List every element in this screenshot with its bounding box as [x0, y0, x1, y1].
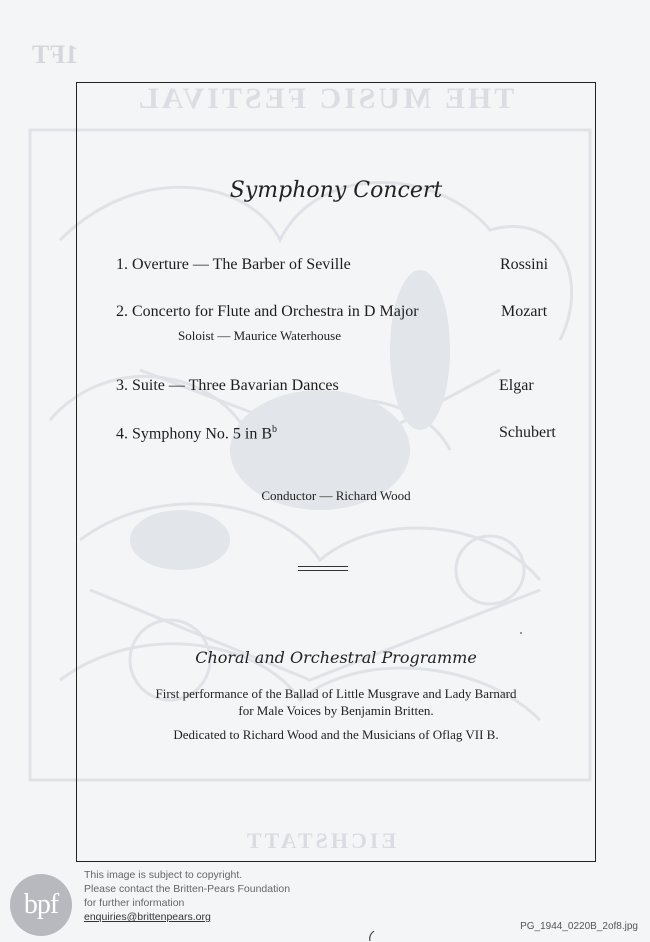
programme-item-4-text: 4. Symphony No. 5 in B [116, 425, 273, 443]
copyright-line-3: for further information [84, 897, 185, 909]
conductor-line: Conductor — Richard Wood [261, 488, 411, 503]
contact-email-link[interactable]: enquiries@brittenpears.org [84, 911, 211, 923]
show-through-footer: EICHSTATT [243, 828, 397, 853]
choral-line-1: First performance of the Ballad of Little Musgrave and Lady Barnard [155, 686, 517, 701]
composer-1: Rossini [500, 256, 549, 273]
composer-2: Mozart [501, 303, 548, 320]
paper-speck [520, 632, 522, 634]
copyright-line-1: This image is subject to copyright. [84, 869, 243, 881]
copyright-line-2: Please contact the Britten-Pears Foundation [84, 883, 291, 895]
programme-item-1: 1. Overture — The Barber of Seville [116, 256, 351, 273]
pencil-mark [367, 930, 377, 942]
choral-title: Choral and Orchestral Programme [195, 648, 477, 667]
divider-rule-bottom [298, 570, 348, 571]
divider-rule-top [298, 566, 348, 567]
flat-symbol: b [272, 424, 278, 435]
composer-3: Elgar [499, 377, 534, 394]
choral-line-2: for Male Voices by Benjamin Britten. [238, 703, 434, 718]
show-through-mark: 1FT [32, 40, 79, 69]
programme-item-3: 3. Suite — Three Bavarian Dances [116, 377, 339, 394]
composer-4: Schubert [499, 424, 556, 441]
concert-title: Symphony Concert [229, 178, 443, 203]
show-through-title: THE MUSIC FESTIVAL [135, 82, 515, 115]
bpf-logo: bpf [10, 874, 72, 936]
soloist-line: Soloist — Maurice Waterhouse [178, 328, 341, 343]
file-name: PG_1944_0220B_2of8.jpg [520, 921, 638, 932]
copyright-notice [84, 868, 290, 924]
choral-line-3: Dedicated to Richard Wood and the Musicians of Oflag VII B. [173, 727, 499, 742]
programme-item-2: 2. Concerto for Flute and Orchestra in D Major [116, 303, 419, 320]
programme-item-4 [116, 424, 277, 443]
